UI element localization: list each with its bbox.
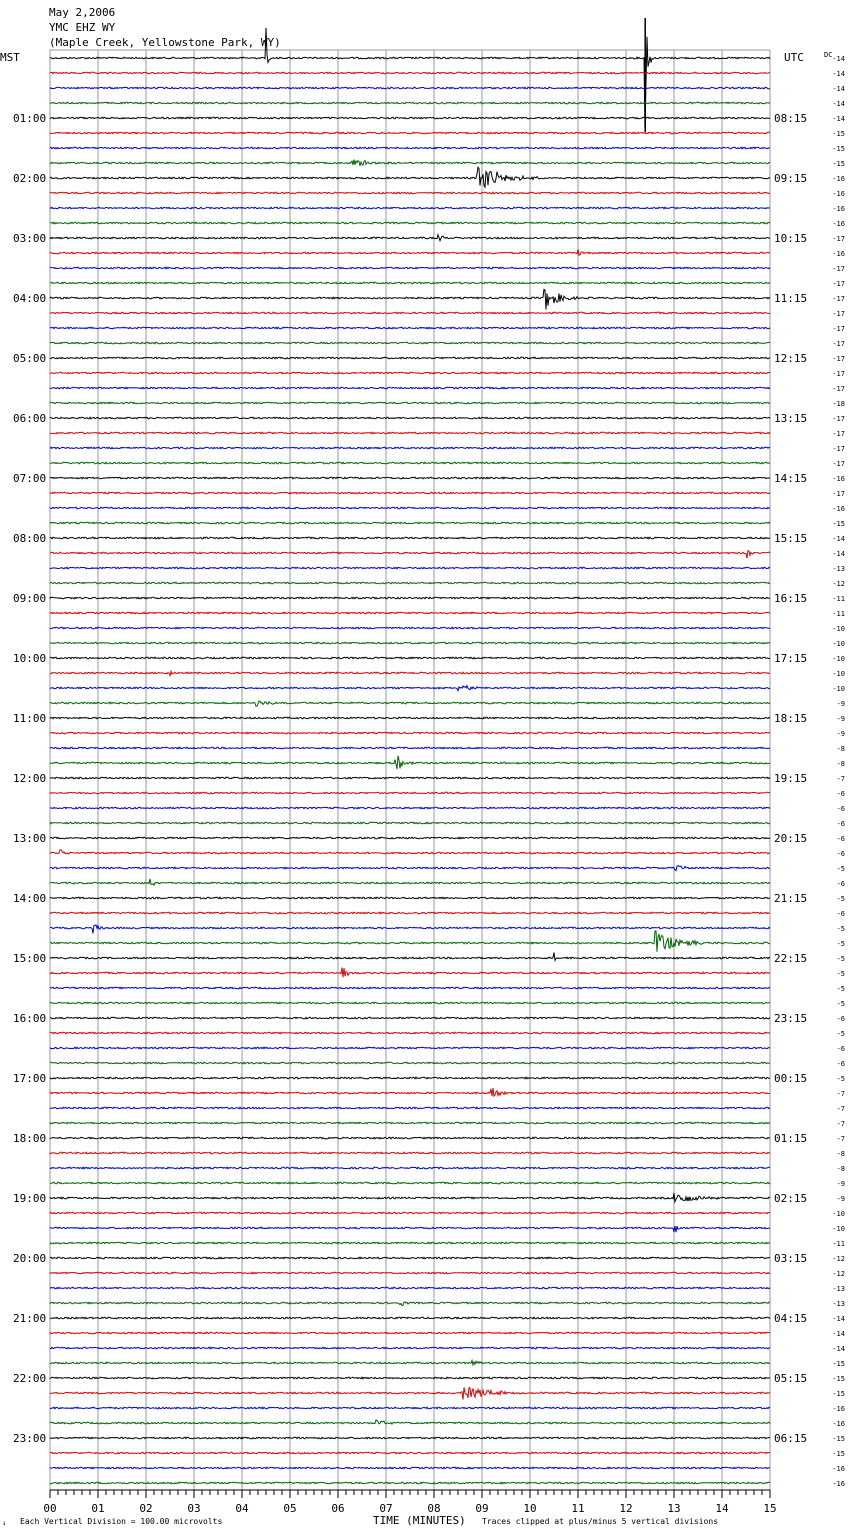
right-time-label: 23:15 — [774, 1012, 808, 1025]
left-time-label: 10:00 — [13, 652, 47, 665]
dc-offset-value: -6 — [836, 790, 845, 798]
dc-offset-value: -6 — [836, 820, 845, 828]
dc-offset-value: -14 — [832, 1345, 845, 1353]
dc-offset-value: -16 — [832, 1465, 845, 1473]
left-time-label: 14:00 — [13, 892, 47, 905]
dc-offset-value: -14 — [832, 1330, 845, 1338]
dc-offset-value: -12 — [832, 580, 845, 588]
dc-offset-value: -14 — [832, 550, 845, 558]
right-zone-label: UTC — [784, 51, 804, 64]
dc-offset-value: -10 — [832, 1225, 845, 1233]
dc-offset-value: -16 — [832, 220, 845, 228]
dc-offset-value: -5 — [836, 940, 845, 948]
left-time-label: 19:00 — [13, 1192, 47, 1205]
left-time-label: 09:00 — [13, 592, 47, 605]
dc-offset-value: -6 — [836, 850, 845, 858]
left-time-label: 11:00 — [13, 712, 47, 725]
dc-offset-value: -11 — [832, 1240, 845, 1248]
x-tick-label: 11 — [571, 1502, 585, 1515]
right-time-label: 22:15 — [774, 952, 808, 965]
dc-offset-value: -16 — [832, 505, 845, 513]
left-time-label: 08:00 — [13, 532, 47, 545]
dc-offset-value: -17 — [832, 430, 845, 438]
left-time-label: 17:00 — [13, 1072, 47, 1085]
dc-offset-value: -13 — [832, 565, 845, 573]
dc-offset-value: -17 — [832, 385, 845, 393]
dc-offset-value: -12 — [832, 1270, 845, 1278]
left-time-label: 06:00 — [13, 412, 47, 425]
dc-offset-value: -15 — [832, 1450, 845, 1458]
right-time-label: 13:15 — [774, 412, 808, 425]
left-time-label: 02:00 — [13, 172, 47, 185]
right-time-label: 10:15 — [774, 232, 808, 245]
x-tick-label: 06 — [331, 1502, 345, 1515]
dc-offset-value: -9 — [836, 730, 845, 738]
x-tick-label: 09 — [475, 1502, 489, 1515]
left-time-label: 22:00 — [13, 1372, 47, 1385]
right-time-label: 04:15 — [774, 1312, 808, 1325]
dc-offset-value: -5 — [836, 865, 845, 873]
dc-offset-value: -5 — [836, 955, 845, 963]
dc-offset-value: -14 — [832, 55, 845, 63]
dc-offset-value: -6 — [836, 880, 845, 888]
dc-offset-value: -16 — [832, 1420, 845, 1428]
dc-offset-value: -14 — [832, 535, 845, 543]
dc-offset-value: -14 — [832, 85, 845, 93]
dc-offset-value: -6 — [836, 910, 845, 918]
dc-offset-value: -9 — [836, 1195, 845, 1203]
x-tick-label: 07 — [379, 1502, 393, 1515]
left-time-label: 21:00 — [13, 1312, 47, 1325]
x-tick-label: 03 — [187, 1502, 201, 1515]
dc-offset-value: -5 — [836, 895, 845, 903]
dc-offset-value: -6 — [836, 1045, 845, 1053]
dc-offset-value: -16 — [832, 190, 845, 198]
dc-offset-value: -8 — [836, 1150, 845, 1158]
dc-offset-value: -15 — [832, 1375, 845, 1383]
dc-offset-value: -16 — [832, 475, 845, 483]
header-location: (Maple Creek, Yellowstone Park, WY) — [49, 36, 281, 49]
dc-offset-value: -10 — [832, 655, 845, 663]
dc-offset-value: -14 — [832, 70, 845, 78]
right-time-label: 19:15 — [774, 772, 808, 785]
x-tick-label: 00 — [43, 1502, 57, 1515]
left-time-label: 04:00 — [13, 292, 47, 305]
right-time-label: 09:15 — [774, 172, 808, 185]
dc-offset-value: -15 — [832, 1435, 845, 1443]
dc-offset-value: -5 — [836, 985, 845, 993]
header-station: YMC EHZ WY — [49, 21, 116, 34]
footer-clip-note: Traces clipped at plus/minus 5 vertical divisions — [482, 1517, 719, 1526]
dc-offset-value: -15 — [832, 1360, 845, 1368]
right-time-label: 01:15 — [774, 1132, 808, 1145]
x-tick-label: 04 — [235, 1502, 249, 1515]
dc-offset-value: -9 — [836, 1180, 845, 1188]
dc-offset-value: -17 — [832, 445, 845, 453]
dc-offset-value: -9 — [836, 700, 845, 708]
dc-offset-value: -10 — [832, 685, 845, 693]
dc-offset-value: -14 — [832, 115, 845, 123]
dc-offset-value: -11 — [832, 595, 845, 603]
dc-offset-value: -17 — [832, 370, 845, 378]
dc-offset-value: -10 — [832, 640, 845, 648]
dc-offset-value: -17 — [832, 325, 845, 333]
right-time-label: 21:15 — [774, 892, 808, 905]
dc-offset-value: -8 — [836, 1165, 845, 1173]
right-time-label: 20:15 — [774, 832, 808, 845]
dc-offset-value: -5 — [836, 970, 845, 978]
dc-offset-value: -7 — [836, 1090, 845, 1098]
x-tick-label: 15 — [763, 1502, 777, 1515]
dc-offset-value: -7 — [836, 1105, 845, 1113]
right-time-label: 18:15 — [774, 712, 808, 725]
left-time-label: 18:00 — [13, 1132, 47, 1145]
dc-offset-value: -17 — [832, 235, 845, 243]
dc-offset-value: -15 — [832, 130, 845, 138]
left-time-label: 15:00 — [13, 952, 47, 965]
right-time-label: 02:15 — [774, 1192, 808, 1205]
dc-offset-value: -12 — [832, 1255, 845, 1263]
right-time-label: 12:15 — [774, 352, 808, 365]
dc-offset-value: -15 — [832, 520, 845, 528]
dc-offset-value: -11 — [832, 610, 845, 618]
dc-offset-value: -14 — [832, 1315, 845, 1323]
dc-offset-value: -10 — [832, 670, 845, 678]
right-time-label: 17:15 — [774, 652, 808, 665]
dc-offset-value: -15 — [832, 145, 845, 153]
footer-mark: ↓ — [2, 1519, 7, 1527]
dc-offset-value: -6 — [836, 1060, 845, 1068]
dc-offset-value: -15 — [832, 1390, 845, 1398]
x-tick-label: 14 — [715, 1502, 729, 1515]
dc-offset-value: -8 — [836, 760, 845, 768]
dc-offset-value: -7 — [836, 775, 845, 783]
dc-offset-value: -8 — [836, 745, 845, 753]
dc-offset-value: -7 — [836, 1135, 845, 1143]
dc-offset-value: -6 — [836, 835, 845, 843]
dc-offset-value: -17 — [832, 340, 845, 348]
left-time-label: 01:00 — [13, 112, 47, 125]
x-tick-label: 05 — [283, 1502, 297, 1515]
dc-offset-value: -17 — [832, 265, 845, 273]
dc-offset-value: -17 — [832, 355, 845, 363]
right-time-label: 14:15 — [774, 472, 808, 485]
dc-offset-value: -10 — [832, 1210, 845, 1218]
dc-offset-value: -6 — [836, 805, 845, 813]
dc-offset-value: -16 — [832, 205, 845, 213]
header-date: May 2,2006 — [49, 6, 116, 19]
dc-offset-value: -16 — [832, 175, 845, 183]
dc-offset-value: -17 — [832, 460, 845, 468]
dc-offset-value: -5 — [836, 1075, 845, 1083]
dc-offset-value: -5 — [836, 1030, 845, 1038]
dc-offset-value: -18 — [832, 400, 845, 408]
dc-offset-value: -17 — [832, 280, 845, 288]
x-tick-label: 10 — [523, 1502, 537, 1515]
right-time-label: 11:15 — [774, 292, 808, 305]
footer-scale-note: Each Vertical Division = 100.00 microvolts — [20, 1517, 223, 1526]
dc-offset-value: -9 — [836, 715, 845, 723]
dc-offset-value: -14 — [832, 100, 845, 108]
right-time-label: 03:15 — [774, 1252, 808, 1265]
dc-offset-value: -17 — [832, 295, 845, 303]
left-time-label: 13:00 — [13, 832, 47, 845]
dc-offset-value: -17 — [832, 415, 845, 423]
dc-offset-value: -5 — [836, 925, 845, 933]
left-time-label: 03:00 — [13, 232, 47, 245]
right-time-label: 06:15 — [774, 1432, 808, 1445]
dc-offset-value: -13 — [832, 1300, 845, 1308]
x-tick-label: 01 — [91, 1502, 105, 1515]
left-time-label: 16:00 — [13, 1012, 47, 1025]
left-time-label: 07:00 — [13, 472, 47, 485]
dc-offset-value: -16 — [832, 250, 845, 258]
dc-offset-value: -17 — [832, 310, 845, 318]
left-time-label: 23:00 — [13, 1432, 47, 1445]
dc-offset-value: -16 — [832, 1405, 845, 1413]
dc-offset-value: -10 — [832, 625, 845, 633]
left-time-label: 12:00 — [13, 772, 47, 785]
right-time-label: 15:15 — [774, 532, 808, 545]
dc-offset-value: -5 — [836, 1000, 845, 1008]
right-time-label: 16:15 — [774, 592, 808, 605]
x-tick-label: 12 — [619, 1502, 633, 1515]
left-zone-label: MST — [0, 51, 20, 64]
x-tick-label: 13 — [667, 1502, 681, 1515]
x-tick-label: 08 — [427, 1502, 441, 1515]
dc-offset-value: -17 — [832, 490, 845, 498]
dc-offset-value: -15 — [832, 160, 845, 168]
dc-offset-value: -13 — [832, 1285, 845, 1293]
left-time-label: 05:00 — [13, 352, 47, 365]
right-time-label: 08:15 — [774, 112, 808, 125]
x-axis-title: TIME (MINUTES) — [373, 1514, 466, 1527]
left-time-label: 20:00 — [13, 1252, 47, 1265]
dc-offset-value: -7 — [836, 1120, 845, 1128]
dc-offset-value: -16 — [832, 1480, 845, 1488]
x-tick-label: 02 — [139, 1502, 153, 1515]
right-time-label: 00:15 — [774, 1072, 808, 1085]
right-time-label: 05:15 — [774, 1372, 808, 1385]
dc-label: DC — [824, 51, 833, 59]
dc-offset-value: -6 — [836, 1015, 845, 1023]
